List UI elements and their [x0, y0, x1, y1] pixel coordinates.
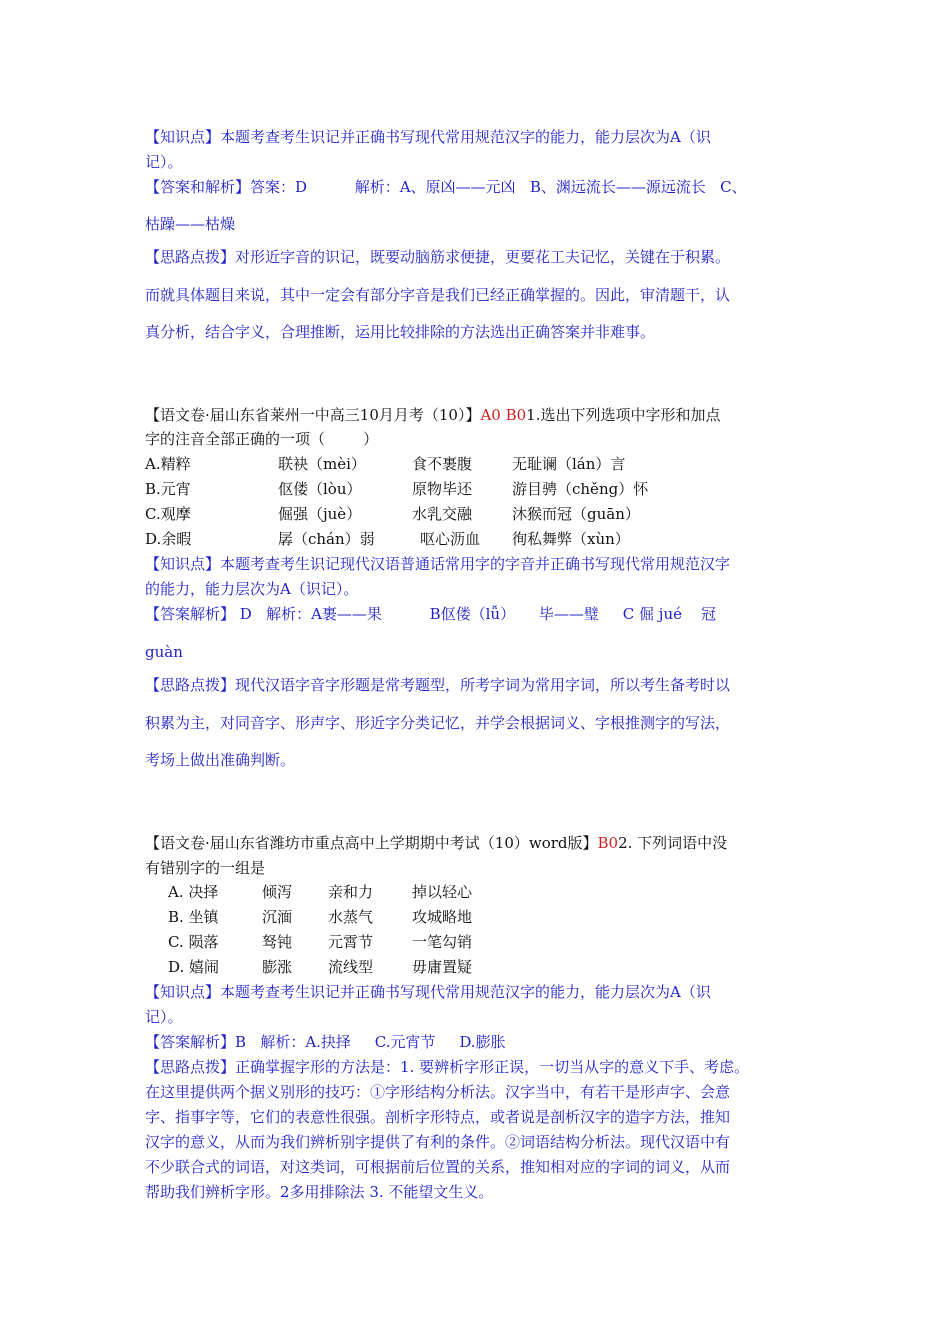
s2-option-d-1: D.余暇 — [145, 530, 192, 548]
s3-answer-line1: 【答案解析】B 解析：A.抉择 C.元宵节 D.膨胀 — [145, 1033, 506, 1051]
s3-option-a-1: A. 决择 — [168, 883, 219, 901]
s1-knowledge-line2: 记）。 — [145, 153, 183, 171]
s3-question-title-line1 — [145, 832, 727, 854]
s3-option-b-4: 攻城略地 — [412, 908, 473, 926]
s3-option-c-4: 一笔勾销 — [412, 933, 473, 951]
s3-option-b-3: 水蒸气 — [328, 908, 374, 926]
s3-tips-line4: 汉字的意义，从而为我们辨析别字提供了有利的条件。②词语结构分析法。现代汉语中有 — [145, 1133, 731, 1151]
s2-option-c-3: 水乳交融 — [412, 505, 473, 523]
s2-option-a-4: 无耻谰（lán）言 — [512, 455, 626, 473]
s3-option-b-2: 沉湎 — [262, 908, 293, 926]
s2-option-a-1: A.精粹 — [145, 455, 191, 473]
s3-option-b-1: B. 坐镇 — [168, 908, 219, 926]
s2-option-b-3: 原物毕还 — [412, 480, 473, 498]
s2-option-d-4: 徇私舞弊（xùn） — [512, 530, 630, 548]
s2-question-title-line2: 字的注音全部正确的一项（ ） — [145, 430, 379, 448]
s3-option-d-4: 毋庸置疑 — [412, 958, 473, 976]
s2-knowledge-line2: 的能力，能力层次为A（识记）。 — [145, 580, 359, 598]
s2-knowledge-line1: 【知识点】本题考查考生识记现代汉语普通话常用字的字音并正确书写现代常用规范汉字 — [145, 555, 731, 573]
s2-option-b-1: B.元宵 — [145, 480, 191, 498]
s3-option-c-3: 元霄节 — [328, 933, 374, 951]
s2-tips-line1: 【思路点拨】现代汉语字音字形题是常考题型，所考字词为常用字词，所以考生备考时以 — [145, 676, 731, 694]
s3-question-title-line2: 有错别字的一组是 — [145, 859, 266, 877]
s1-answer-line2: 枯躁——枯燥 — [145, 215, 236, 233]
s2-question-stem: 1.选出下列选项中字形和加点 — [526, 406, 721, 424]
s3-source: 【语文卷·届山东省潍坊市重点高中上学期期中考试（10）word版】 — [145, 834, 598, 852]
s2-tips-line3: 考场上做出准确判断。 — [145, 751, 296, 769]
s2-option-c-4: 沐猴而冠（guān） — [512, 505, 640, 523]
s2-answer-line2: guàn — [145, 643, 183, 661]
s2-option-b-4: 游目骋（chěng）怀 — [512, 480, 649, 498]
s2-option-a-3: 食不裹腹 — [412, 455, 473, 473]
s1-tips-line2: 而就具体题目来说，其中一定会有部分字音是我们已经正确掌握的。因此，审清题干，认 — [145, 286, 731, 304]
s2-option-c-1: C.观摩 — [145, 505, 191, 523]
s2-source: 【语文卷·届山东省莱州一中高三10月月考（10）】 — [145, 406, 481, 424]
s3-option-d-3: 流线型 — [328, 958, 374, 976]
s1-tips-line1: 【思路点拨】对形近字音的识记，既要动脑筋求便捷，更要花工夫记忆，关键在于积累。 — [145, 248, 731, 266]
s3-option-a-2: 倾泻 — [262, 883, 293, 901]
s3-option-d-2: 膨涨 — [262, 958, 293, 976]
s3-option-c-2: 驽钝 — [262, 933, 293, 951]
s2-tips-line2: 积累为主，对同音字、形声字、形近字分类记忆，并学会根据词义、字根推测字的写法， — [145, 714, 731, 732]
s2-code: A0 B0 — [480, 406, 527, 424]
s3-question-stem: 2. 下列词语中没 — [618, 834, 728, 852]
s2-option-d-3: 呕心沥血 — [420, 530, 481, 548]
s3-option-a-3: 亲和力 — [328, 883, 374, 901]
s1-knowledge-line1: 【知识点】本题考查考生识记并正确书写现代常用规范汉字的能力，能力层次为A（识 — [145, 128, 711, 146]
s1-tips-line3: 真分析，结合字义，合理推断，运用比较排除的方法选出正确答案并非难事。 — [145, 323, 656, 341]
s3-tips-line1: 【思路点拨】正确掌握字形的方法是：1. 要辨析字形正误，一切当从字的意义下手、考虑。 — [145, 1058, 750, 1076]
s3-option-a-4: 掉以轻心 — [412, 883, 473, 901]
s2-option-a-2: 联袂（mèi） — [278, 455, 366, 473]
s2-answer-line1: 【答案解析】 D 解析：A裹——果 B伛偻（lǚ） 毕——璧 C 倔 jué 冠 — [145, 605, 717, 623]
s3-tips-line6: 帮助我们辨析字形。2多用排除法 3. 不能望文生义。 — [145, 1183, 494, 1201]
s3-knowledge-line2: 记）。 — [145, 1008, 183, 1026]
s3-knowledge-line1: 【知识点】本题考查考生识记并正确书写现代常用规范汉字的能力，能力层次为A（识 — [145, 983, 711, 1001]
s1-answer-line1: 【答案和解析】答案：D 解析：A、原凶——元凶 B、渊远流长——源远流长 C、 — [145, 178, 747, 196]
s3-tips-line2: 在这里提供两个据义别形的技巧：①字形结构分析法。汉字当中，有若干是形声字、会意 — [145, 1083, 731, 1101]
s2-option-c-2: 倔强（juè） — [278, 505, 362, 523]
s3-option-d-1: D. 嬉闹 — [168, 958, 220, 976]
s2-option-b-2: 伛偻（lòu） — [278, 480, 362, 498]
s2-question-title-line1 — [145, 404, 721, 426]
s3-option-c-1: C. 陨落 — [168, 933, 219, 951]
s2-option-d-2: 孱（chán）弱 — [278, 530, 375, 548]
s3-tips-line3: 字、指事字等，它们的表意性很强。剖析字形特点，或者说是剖析汉字的造字方法，推知 — [145, 1108, 731, 1126]
s3-code: B0 — [597, 834, 619, 852]
s3-tips-line5: 不少联合式的词语，对这类词，可根据前后位置的关系，推知相对应的字词的词义，从而 — [145, 1158, 731, 1176]
